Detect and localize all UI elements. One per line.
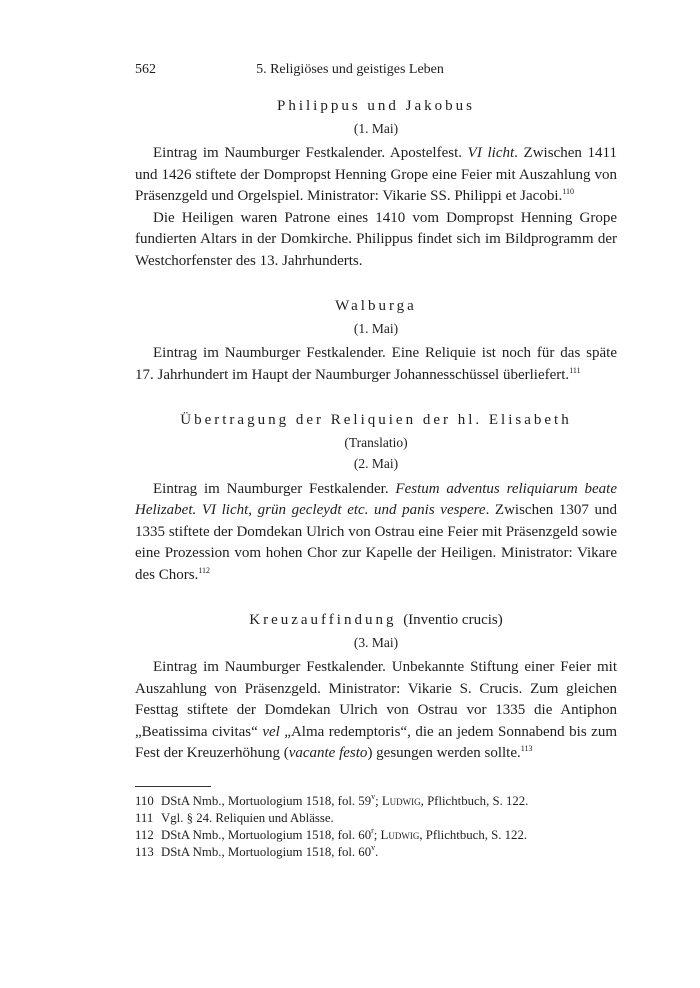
entry-title: Philippus und Jakobus [276, 98, 475, 114]
paragraph: Eintrag im Naumburger Festkalender. Apostelfest. VI licht. Zwischen 1411 und 1426 stiftete der Dompropst Henning Grope eine Feier mit Auszahlung von Präsenzgeld und Orgelspiel. Ministrator: Vikarie SS. Philippi et Jacobi.$^{110}$ [135, 145, 617, 204]
footnotes [135, 786, 617, 861]
footnote-110: 110 DStA Nmb., Mortuologium 1518, fol. 59$^v$; Ludwig, Pflichtbuch, S. 122. [135, 792, 529, 808]
body-text [135, 96, 617, 765]
entry-date: (1. Mai) [353, 320, 399, 336]
footnote-112: 112 DStA Nmb., Mortuologium 1518, fol. 60$^r$; Ludwig, Pflichtbuch, S. 122. [135, 826, 528, 842]
entry-kreuzauffindung [135, 610, 617, 765]
footnote-111: 111 Vgl. § 24. Reliquien und Ablässe. [135, 811, 334, 825]
entry-date: (1. Mai) [353, 120, 399, 136]
footnote-ref[interactable]: 112 [198, 565, 211, 575]
footnote-ref[interactable]: 113 [520, 744, 533, 753]
page-number: 562 [135, 62, 156, 77]
footnote-ref[interactable]: 111 [569, 365, 581, 375]
paragraph: Eintrag im Naumburger Festkalender. Unbekannte Stiftung einer Feier mit Auszahlung von Präsenzgeld. Ministrator: Vikarie S. Crucis. Zum gleichen Festtag stiftete der Domdekan Ulrich von Ostrau vor 1335 die Antiphon „Beatissima civitas“ vel „Alma redemptoris“, die an jedem Sonnabend bis zum Fest der Kreuzerhöhung (vacante festo) gesungen werden sollte.$^{113}$ [135, 659, 617, 761]
footnote-113: 113 DStA Nmb., Mortuologium 1518, fol. 60$^v$. [135, 843, 379, 859]
entry-title: Übertragung der Reliquien der hl. Elisabeth [180, 412, 572, 428]
footnote-divider [135, 786, 211, 787]
page-header [0, 62, 700, 84]
entry-walburga [135, 296, 617, 386]
entry-elisabeth-translatio [135, 410, 617, 586]
entry-subtitle: (Translatio) [344, 434, 408, 450]
running-title: 5. Religiöses und geistiges Leben [256, 62, 444, 77]
entry-date: (3. Mai) [353, 634, 399, 650]
entry-date: (2. Mai) [353, 456, 399, 471]
paragraph: Eintrag im Naumburger Festkalender. Festum adventus reliquiarum beate Helizabet. VI licht, grün gecleydt etc. und panis vespere. Zwischen 1307 und 1335 stiftete der Domdekan Ulrich von Ostrau eine Feier mit Präsenzgeld sowie eine Prozession vom hohen Chor zur Kapelle der Heiligen. Ministrator: Vikare des Chors.$^{112}$ [135, 480, 617, 583]
entry-title: Walburga [335, 298, 417, 314]
entry-philippus-jakobus [135, 96, 617, 272]
footnote-ref[interactable]: 110 [562, 187, 574, 196]
paragraph: Eintrag im Naumburger Festkalender. Eine Reliquie ist noch für das späte 17. Jahrhundert im Haupt der Naumburger Johannesschüssel überliefert.$^{111}$ [135, 345, 617, 383]
entry-title: Kreuzauffindung (Inventio crucis) [249, 612, 503, 628]
paragraph: Die Heiligen waren Patrone eines 1410 vom Dompropst Henning Grope fundierten Altars in der Domkirche. Philippus findet sich im Bildprogramm der Westchorfenster des 13. Jahrhunderts. [135, 209, 617, 269]
